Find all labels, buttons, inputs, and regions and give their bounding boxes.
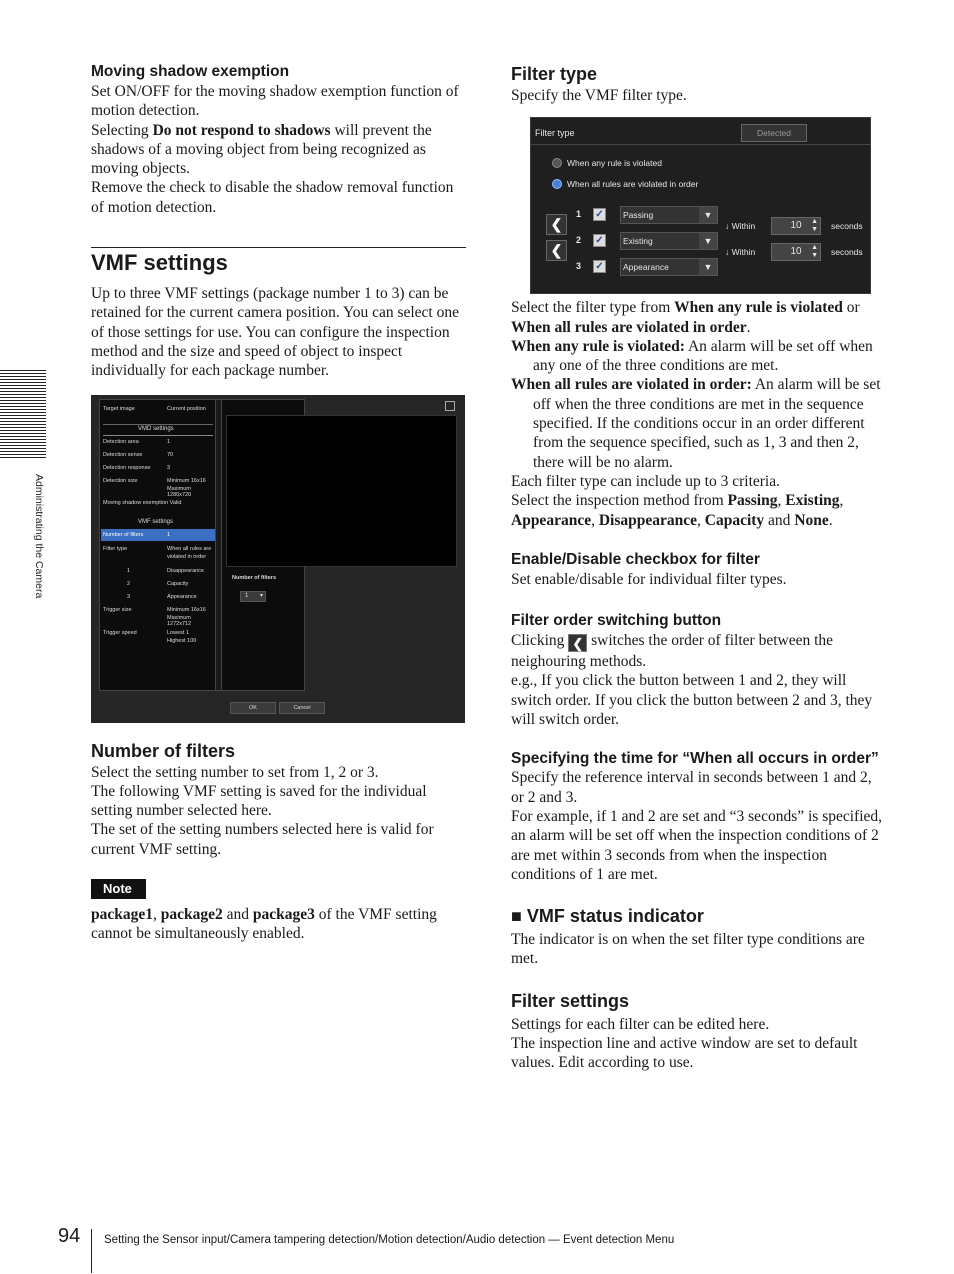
filter-3-checkbox[interactable]: ✓ — [593, 260, 606, 273]
enable-disable-heading: Enable/Disable checkbox for filter — [511, 550, 760, 568]
filter-type-heading: Filter type — [511, 64, 598, 84]
radio-any-rule[interactable] — [552, 158, 562, 168]
page-number: 94 — [58, 1225, 81, 1247]
filter-2-method-select[interactable]: Existing ▼ — [620, 232, 718, 250]
chevron-down-icon: ▼ — [699, 259, 717, 275]
filter-type-desc-1: Select the filter type from When any rule is violated or When all rules are violated in order. — [511, 299, 860, 336]
filter-type-intro: Specify the VMF filter type. — [511, 87, 687, 104]
radio-all-rules[interactable] — [552, 179, 562, 189]
filter-type-desc-criteria: Each filter type can include up to 3 criteria. — [511, 472, 780, 490]
filter-order-p1: Clicking ❮ switches the order of filter between the neighouring methods. — [511, 632, 834, 671]
cancel-button[interactable]: Cancel — [279, 702, 325, 714]
chevron-down-icon: ▾ — [259, 592, 263, 599]
filter-3-method-select[interactable]: Appearance ▼ — [620, 258, 718, 276]
settings-summary-panel: Target image Current position VMD settings Detection area 1 Detection sense 70 Detection response 3 Detection size Minimum 16x16 Maximum 1280x720 Moving shadow exemption Valid VMF settings Number of filters 1 Filter type When all rules are violated in order 1 Disappearance 2 Capacity 3 Appearance Trigger size Minimum 16x16 Maximum 1272x712 Trigger speed Lowest 1 Highest 100 — [99, 399, 305, 691]
note-badge: Note — [91, 879, 146, 899]
within-label-1: ↓ Within — [725, 221, 756, 232]
swap-order-1-2-button[interactable]: ❮ — [546, 214, 567, 235]
moving-shadow-p3: Remove the check to disable the shadow removal function of motion detection. — [91, 179, 454, 216]
radio-all-rules-label: When all rules are violated in order — [567, 179, 699, 190]
camera-viewer — [226, 415, 457, 567]
chevron-down-icon: ▼ — [699, 207, 717, 223]
filter-type-desc-any: When any rule is violated: An alarm will be set off when any one of the three conditions are met. — [511, 337, 873, 375]
interval-1-2-stepper[interactable]: 10 ▲ ▼ — [771, 217, 821, 235]
vmf-settings-screenshot — [91, 395, 465, 723]
filter-order-heading: Filter order switching button — [511, 612, 722, 630]
number-of-filters-p3: The set of the setting numbers selected here is valid for current VMF setting. — [91, 821, 434, 858]
time-p2: For example, if 1 and 2 are set and “3 seconds” is specified, an alarm will be set off when the inspection conditions of 2 are met within 3 seconds from when the inspection conditions of 1 are met. — [511, 807, 883, 883]
panel-splitter[interactable] — [215, 399, 222, 691]
filter-type-desc-all: When all rules are violated in order: An alarm will be set off when the three conditions are met in the sequence specified. If the conditions occur in an order different from the sequence specified, such as 1, 3 and then 2, there will be no alarm. — [511, 376, 881, 471]
time-heading: Specifying the time for “When all occurs in order” — [511, 750, 879, 768]
square-bullet-icon: ■ — [511, 906, 522, 927]
footer-divider — [91, 1229, 92, 1273]
footer-chapter-title: Setting the Sensor input/Camera tampering detection/Motion detection/Audio detection — Event detection Menu — [104, 1234, 675, 1246]
filter-settings-p2: The inspection line and active window are set to default values. Edit according to use. — [511, 1035, 858, 1072]
moving-shadow-p1: Set ON/OFF for the moving shadow exemption function of motion detection. — [91, 83, 459, 120]
filter-settings-p1: Settings for each filter can be edited here. — [511, 1015, 770, 1033]
number-of-filters-select[interactable]: 1 ▾ — [240, 591, 266, 602]
number-of-filters-heading: Number of filters — [91, 740, 236, 761]
filter-settings-heading: Filter settings — [511, 990, 630, 1011]
vmf-settings-intro: Up to three VMF settings (package number 1 to 3) can be retained for the current camera position. You can select one of those settings for use. You can configure the inspection method and the size and speed of object to inspect individually for each package number. — [91, 285, 459, 380]
interval-2-3-stepper[interactable]: 10 ▲ ▼ — [771, 243, 821, 261]
time-p1: Specify the reference interval in seconds between 1 and 2, or 2 and 3. — [511, 769, 872, 806]
chevron-left-icon: ❮ — [568, 634, 587, 652]
note-text: package1, package2 and package3 of the VMF setting cannot be simultaneously enabled. — [91, 906, 437, 943]
seconds-label-2: seconds — [831, 247, 863, 258]
detected-indicator: Detected — [741, 124, 807, 142]
moving-shadow-p2: Selecting Do not respond to shadows will prevent the shadows of a moving object from being recognized as moving objects. — [91, 121, 432, 178]
vmf-status-heading: ■ VMF status indicator — [511, 906, 704, 927]
right-column — [511, 62, 886, 1073]
filter-type-screenshot: Filter type Detected When any rule is violated When all rules are violated in order ❮ ❮ 1 ✓ Passing ▼ 2 ✓ Existing ▼ 3 ✓ Appearance ▼ ↓ Within 10 ▲ ▼ seconds ↓ Within 10 ▲ ▼ seconds — [530, 117, 871, 294]
chevron-down-icon: ▼ — [699, 233, 717, 249]
number-of-filters-p2: The following VMF setting is saved for the individual setting number selected here. — [91, 782, 427, 820]
filter-1-checkbox[interactable]: ✓ — [593, 208, 606, 221]
note-block — [91, 879, 466, 944]
number-of-filters-p1: Select the setting number to set from 1, 2 or 3. — [91, 763, 379, 781]
vmf-status-text: The indicator is on when the set filter type conditions are met. — [511, 931, 865, 968]
number-of-filters-label: Number of filters — [232, 574, 277, 581]
vmf-settings-heading: VMF settings — [91, 250, 228, 276]
section-label: Administrating the Camera — [33, 474, 45, 599]
filter-1-method-select[interactable]: Passing ▼ — [620, 206, 718, 224]
filter-order-p2: e.g., If you click the button between 1 and 2, they will switch order. If you click the button between 2 and 3, they will switch order. — [511, 672, 873, 729]
radio-any-rule-label: When any rule is violated — [567, 158, 662, 169]
section-divider — [91, 247, 466, 248]
section-tab-marker — [0, 370, 46, 460]
filter-2-checkbox[interactable]: ✓ — [593, 234, 606, 247]
ok-button[interactable]: OK — [230, 702, 276, 714]
enable-disable-text: Set enable/disable for individual filter types. — [511, 570, 787, 588]
within-label-2: ↓ Within — [725, 247, 756, 258]
fullscreen-icon[interactable] — [445, 401, 455, 411]
swap-order-2-3-button[interactable]: ❮ — [546, 240, 567, 261]
moving-shadow-heading: Moving shadow exemption — [91, 63, 290, 80]
filter-type-label: Filter type — [535, 128, 575, 139]
seconds-label-1: seconds — [831, 221, 863, 232]
filter-type-desc-methods: Select the inspection method from Passing, Existing, Appearance, Disappearance, Capacity and None. — [511, 492, 844, 529]
left-column — [91, 62, 466, 944]
